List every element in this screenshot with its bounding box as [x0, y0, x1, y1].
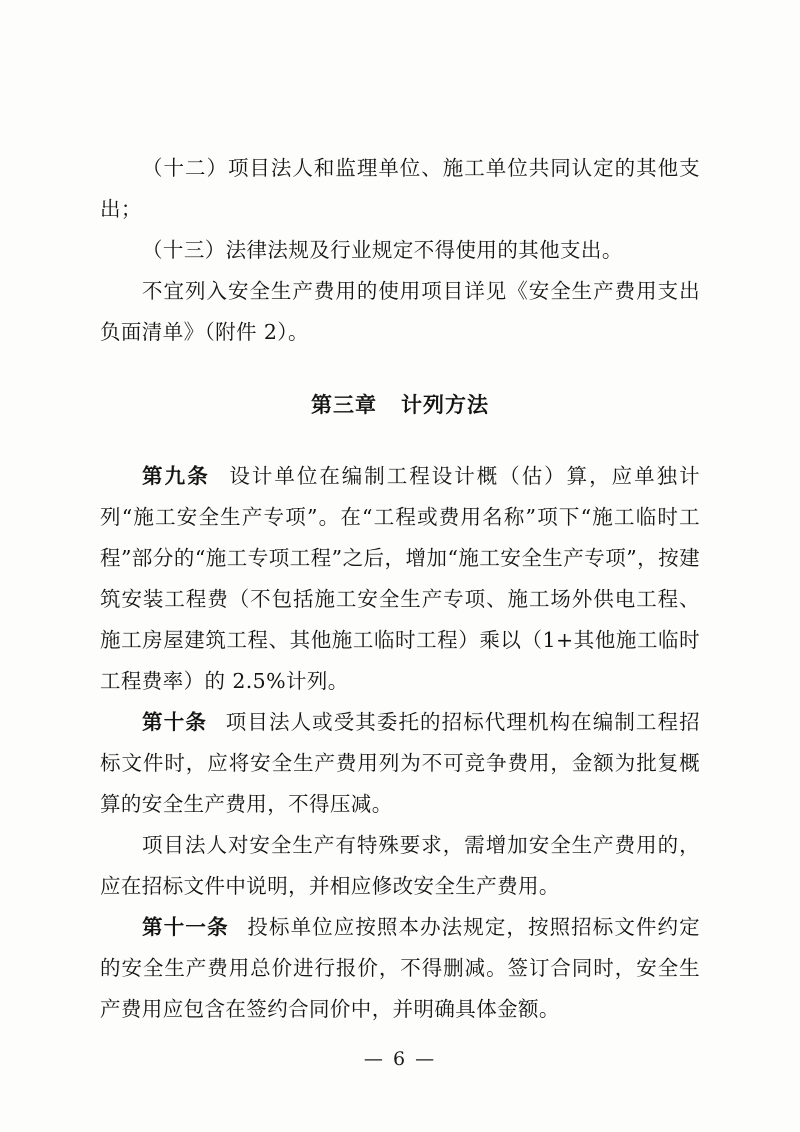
article-10 — [100, 702, 700, 825]
article-9-label: 第九条 — [142, 464, 210, 488]
paragraph-item-12: （十二）项目法人和监理单位、施工单位共同认定的其他支出； — [100, 156, 700, 221]
article-10-paragraph-2: 项目法人对安全生产有特殊要求，需增加安全生产费用的，应在招标文件中说明，并相应修改安全生产费用。 — [100, 833, 700, 898]
chapter-heading — [100, 385, 700, 426]
article-11-label: 第十一条 — [142, 915, 229, 939]
article-11-text: 投标单位应按照本办法规定，按照招标文件约定的安全生产费用总价进行报价，不得删减。签订合同时，安全生产费用应包含在签约合同价中，并明确具体金额。 — [100, 915, 700, 1021]
article-10-label: 第十条 — [142, 710, 208, 734]
chapter-title: 计列方法 — [401, 393, 489, 417]
page-number: — 6 — — [363, 1048, 437, 1070]
article-9 — [100, 456, 700, 702]
article-11 — [100, 907, 700, 1030]
document-body — [100, 148, 700, 1030]
article-9-text: 设计单位在编制工程设计概（估）算，应单独计列“施工安全生产专项”。在“工程或费用名称”项下“施工临时工程”部分的“施工专项工程”之后，增加“施工安全生产专项”，按建筑安装工程费（不包括施工安全生产专项、施工场外供电工程、施工房屋建筑工程、其他施工临时工程）乘以（1+其他施工临时工程费率）的 2.5%计列。 — [100, 464, 700, 693]
chapter-number: 第三章 — [311, 393, 377, 417]
paragraph-item-13: （十三）法律法规及行业规定不得使用的其他支出。 — [142, 238, 623, 262]
article-10-text: 项目法人或受其委托的招标代理机构在编制工程招标文件时，应将安全生产费用列为不可竞争费用，金额为批复概算的安全生产费用，不得压减。 — [100, 710, 700, 816]
paragraph-negative-list: 不宜列入安全生产费用的使用项目详见《安全生产费用支出负面清单》（附件 2）。 — [100, 279, 700, 344]
